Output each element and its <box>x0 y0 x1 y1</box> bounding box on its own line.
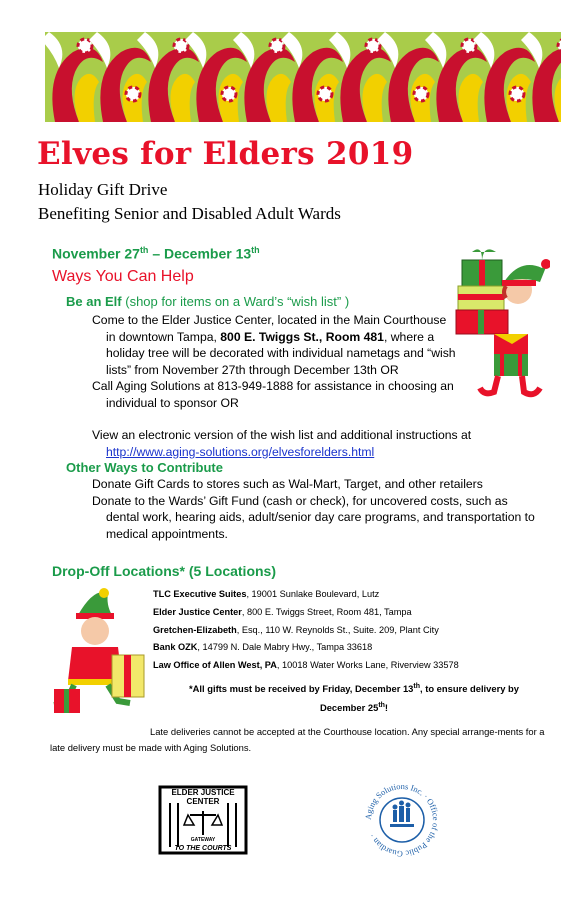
banner-peppermint <box>78 39 92 53</box>
elf-heading-label: Be an Elf <box>66 294 122 309</box>
other-ways-list <box>92 476 540 542</box>
date-range <box>52 245 260 262</box>
date-start-suffix: th <box>139 245 149 255</box>
ejc-logo-courts-text: TO THE COURTS <box>174 845 232 852</box>
banner-peppermint <box>318 87 332 101</box>
ejc-logo-top-text: ELDER JUSTICE <box>171 788 235 797</box>
list-item-visit: Come to the Elder Justice Center, located in the Main Courthouse in downtown Tampa, 800 E. Twiggs St., Room 481, where a holiday tree will be decorated with individual nametags and “wish lists” from November 27th through December 13th OR <box>92 313 456 377</box>
list-item-gift-fund: Donate to the Wards’ Gift Fund (cash or check), for uncovered costs, such as dental work, hearing aids, adult/senior day care programs, and transportation to medical appointments. <box>92 493 535 541</box>
location-item: Law Office of Allen West, PA, 10018 Water Works Lane, Riverview 33578 <box>153 660 459 671</box>
banner-peppermint <box>510 87 524 101</box>
banner-peppermint <box>462 39 476 53</box>
banner-peppermint <box>222 87 236 101</box>
dropoff-locations-list <box>153 586 573 675</box>
delivery-deadline-notice: *All gifts must be received by Friday, December 13th, to ensure delivery by December 25th! <box>189 683 519 714</box>
other-section-heading: Other Ways to Contribute <box>66 460 223 475</box>
aging-solutions-logo <box>362 780 442 860</box>
elder-justice-center-logo <box>158 783 248 855</box>
banner-peppermint <box>366 39 380 53</box>
list-item-view-online <box>92 427 512 460</box>
date-start: November 27 <box>52 245 140 262</box>
elf-with-presents-illustration <box>450 242 550 422</box>
date-end-suffix: th <box>251 245 260 255</box>
holiday-banner-image <box>45 32 561 122</box>
subtitle-drive: Holiday Gift Drive <box>38 180 168 199</box>
banner-peppermint <box>270 39 284 53</box>
elf-with-gift-illustration <box>48 585 148 720</box>
ways-heading: Ways You Can Help <box>52 268 194 285</box>
list-item-call: Call Aging Solutions at 813-949-1888 for assistance in choosing an individual to sponsor OR <box>92 379 454 410</box>
elf-heading-note: (shop for items on a Ward’s “wish list” ) <box>121 294 350 309</box>
subtitle-benefit: Benefiting Senior and Disabled Adult Wards <box>38 204 341 223</box>
banner-peppermint <box>126 87 140 101</box>
late-delivery-note: Late deliveries cannot be accepted at the Courthouse location. Any special arrange-ments for a late delivery must be made with Aging Solutions. <box>50 726 545 753</box>
view-online-text: View an electronic version of the wish list and additional instructions at <box>92 428 472 442</box>
elf-instructions <box>92 312 457 411</box>
ejc-logo-mid-text: CENTER <box>186 797 220 806</box>
location-item: Bank OZK, 14799 N. Dale Mabry Hwy., Tampa 33618 <box>153 642 373 653</box>
courthouse-address: 800 E. Twiggs St., Room 481 <box>220 329 384 344</box>
banner-peppermint <box>414 87 428 101</box>
date-end: – December 13 <box>148 245 252 262</box>
location-item: TLC Executive Suites, 19001 Sunlake Boulevard, Lutz <box>153 589 380 599</box>
location-item: Elder Justice Center, 800 E. Twiggs Street, Room 481, Tampa <box>153 606 412 617</box>
dropoff-heading: Drop-Off Locations* (5 Locations) <box>52 563 276 579</box>
banner-peppermint <box>174 39 188 53</box>
aging-solutions-ring-text: Aging Solutions Inc. · Office of the Public Guardian · <box>363 781 441 859</box>
wish-list-link[interactable]: http://www.aging-solutions.org/elvesforelders.html <box>106 444 375 459</box>
page-title: Elves for Elders 2019 <box>37 136 414 172</box>
ejc-logo-gateway-text: GATEWAY <box>190 837 216 843</box>
elf-section-heading <box>66 294 349 309</box>
location-item: Gretchen-Elizabeth, Esq., 110 W. Reynolds St., Suite. 209, Plant City <box>153 624 439 635</box>
list-item-gift-cards: Donate Gift Cards to stores such as Wal-Mart, Target, and other retailers <box>92 477 483 491</box>
